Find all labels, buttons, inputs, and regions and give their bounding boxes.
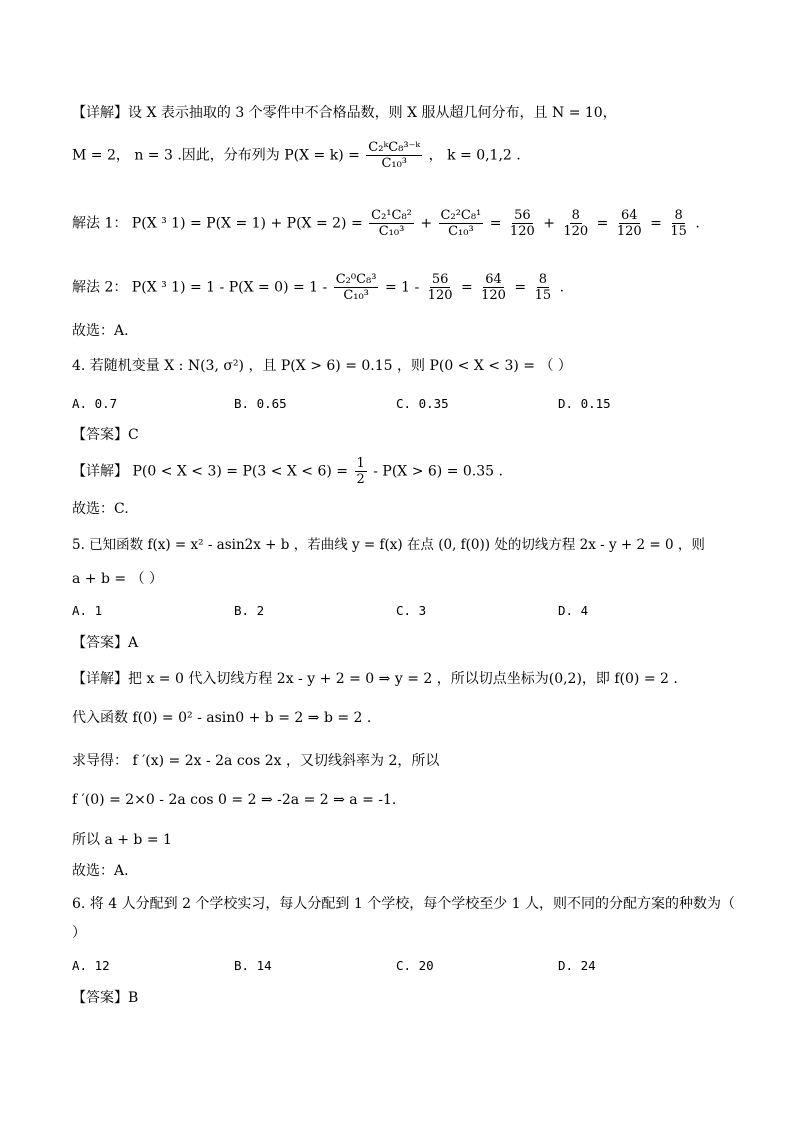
q5-option-b: B. 2	[234, 603, 265, 618]
detail-line-2-tail: ， k = 0,1,2 .	[428, 147, 521, 164]
q4-choose: 故选：C.	[72, 501, 129, 517]
question-5-stem-line-2: a + b = （ ）	[72, 571, 164, 587]
q5-detail-line-3: 求导得： f ′(x) = 2x - 2a cos 2x ，又切线斜率为 2，所以	[72, 753, 440, 769]
fraction	[508, 208, 537, 239]
q6-option-b: B. 14	[234, 958, 272, 973]
detail-line-2	[72, 140, 521, 171]
question-6-stem-line-1: 6. 将 4 人分配到 2 个学校实习，每人分配到 1 个学校，每个学校至少 1 人，则不同的分配方案的种数为（	[72, 896, 736, 912]
fraction	[561, 208, 590, 239]
question-5-stem-line-1: 5. 已知函数 f(x) = x² - asin2x + b ，若曲线 y = f(x) 在点 (0, f(0)) 处的切线方程 2x - y + 2 = 0 ，则	[72, 537, 705, 553]
fraction-denominator: C₁₀³	[378, 224, 405, 239]
equals-sign: =	[514, 279, 527, 296]
fraction-denominator: 120	[427, 288, 453, 303]
q5-option-d: D. 4	[558, 603, 589, 618]
distribution-fraction	[366, 140, 422, 171]
q5-detail-line-1: 【详解】把 x = 0 代入切线方程 2x - y + 2 = 0 ⇒ y = 2 ，所以切点坐标为(0,2)，即 f(0) = 2 .	[72, 671, 678, 687]
period: .	[559, 279, 565, 296]
plus-sign: +	[543, 215, 555, 232]
method-1-text: 解法 1： P(X ³ 1) = P(X = 1) + P(X = 2) =	[72, 215, 368, 232]
question-4-stem: 4. 若随机变量 X : N(3, σ²) ，且 P(X > 6) = 0.15 ，则 P(0 < X < 3) = （ ）	[72, 358, 572, 374]
fraction-numerator: 8	[538, 272, 548, 287]
q4-detail	[72, 456, 503, 487]
q6-option-a: A. 12	[72, 958, 110, 973]
choose-line: 故选：A.	[72, 323, 129, 339]
fraction	[334, 272, 379, 303]
fraction-denominator: 120	[563, 224, 589, 239]
detail-line-2-text: M = 2， n = 3 .因此，分布列为 P(X = k) =	[72, 147, 365, 164]
detail-line-1: 【详解】设 X 表示抽取的 3 个零件中不合格品数，则 X 服从超几何分布，且 N = 10，	[72, 105, 617, 121]
method-2-line	[72, 272, 564, 303]
fraction	[533, 272, 554, 303]
q4-option-b: B. 0.65	[234, 396, 287, 411]
period: .	[695, 215, 700, 232]
fraction-denominator: 120	[481, 288, 506, 303]
fraction-denominator: 120	[509, 224, 535, 239]
fraction-denominator: C₁₀³	[448, 224, 474, 239]
q4-option-d: D. 0.15	[558, 396, 611, 411]
q4-option-a: A. 0.7	[72, 396, 118, 411]
q6-option-d: D. 24	[558, 958, 596, 973]
equals-sign: =	[596, 215, 609, 232]
fraction-numerator: 8	[674, 208, 683, 223]
q4-answer: 【答案】C	[72, 427, 139, 443]
method-2-text: 解法 2： P(X ³ 1) = 1 - P(X = 0) = 1 -	[72, 279, 332, 296]
fraction-numerator: 64	[621, 208, 638, 223]
fraction-numerator: 64	[485, 272, 502, 287]
fraction	[615, 208, 644, 239]
fraction	[668, 208, 689, 239]
fraction-denominator: 15	[534, 288, 552, 303]
equals-sign: =	[650, 215, 662, 232]
question-6-stem-line-2: ）	[72, 925, 86, 941]
fraction-denominator: C₁₀³	[343, 288, 369, 303]
fraction-numerator: 56	[431, 272, 449, 287]
fraction-denominator: 120	[616, 224, 642, 239]
q5-option-a: A. 1	[72, 603, 103, 618]
fraction-numerator: C₂¹C₈²	[371, 208, 412, 223]
q5-detail-line-5: 所以 a + b = 1	[72, 832, 172, 848]
fraction-denominator: C₁₀³	[381, 156, 408, 171]
equals-sign: = 1 -	[384, 279, 420, 296]
method-1-line	[72, 208, 700, 239]
q5-detail-line-4: f ′(0) = 2×0 - 2a cos 0 = 2 ⇒ -2a = 2 ⇒ a = -1.	[72, 792, 397, 808]
q5-choose: 故选：A.	[72, 863, 129, 879]
q5-detail-line-2: 代入函数 f(0) = 0² - asin0 + b = 2 ⇒ b = 2 .	[72, 710, 372, 726]
fraction-numerator: 8	[571, 208, 580, 223]
q4-detail-tail: - P(X > 6) = 0.35 .	[373, 463, 503, 480]
fraction-numerator: 1	[356, 456, 365, 471]
fraction	[426, 272, 455, 303]
fraction	[369, 208, 414, 239]
fraction	[479, 272, 508, 303]
equals-sign: =	[489, 215, 502, 232]
fraction-numerator: C₂⁰C₈³	[335, 272, 377, 287]
fraction	[355, 456, 367, 487]
q4-detail-text: 【详解】 P(0 < X < 3) = P(3 < X < 6) =	[72, 463, 353, 480]
fraction-numerator: C₂²C₈¹	[440, 208, 482, 223]
fraction-denominator: 15	[670, 224, 687, 239]
fraction	[439, 208, 484, 239]
q4-option-c: C. 0.35	[396, 396, 449, 411]
fraction-numerator: 56	[514, 208, 531, 223]
q5-option-c: C. 3	[396, 603, 427, 618]
q6-answer: 【答案】B	[72, 990, 139, 1006]
plus-sign: +	[420, 215, 433, 232]
equals-sign: =	[460, 279, 473, 296]
fraction-denominator: 2	[356, 472, 365, 487]
q6-option-c: C. 20	[396, 958, 434, 973]
q5-answer: 【答案】A	[72, 635, 139, 651]
fraction-numerator: C₂ᵏC₈³⁻ᵏ	[368, 140, 421, 155]
